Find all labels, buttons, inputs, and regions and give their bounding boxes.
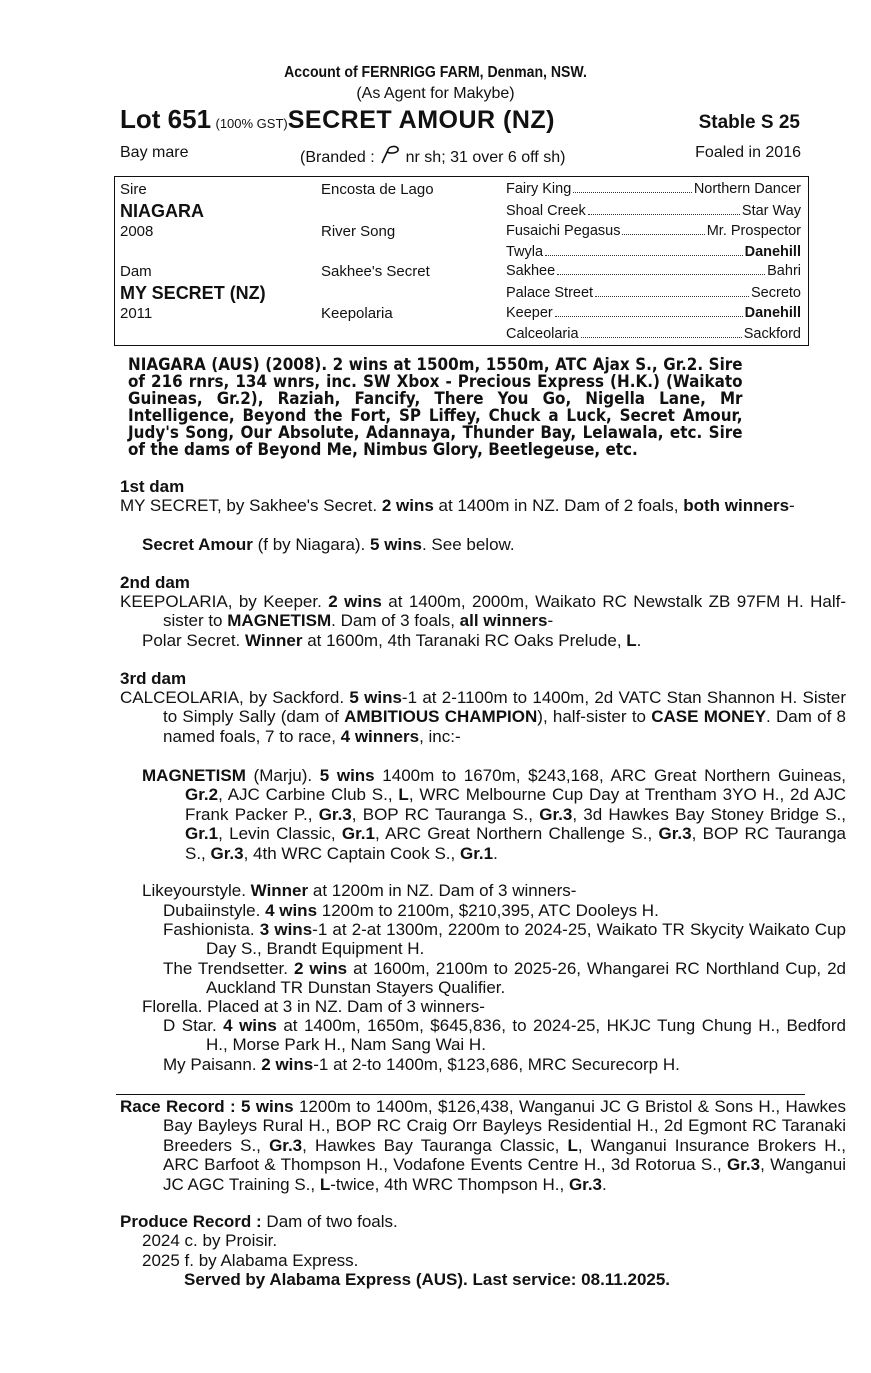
produce-entry: 2025 f. by Alabama Express. <box>142 1251 359 1270</box>
progeny-entry-magnetism: MAGNETISM (Marju). 5 wins 1400m to 1670m, $243,168, ARC Great Northern Guineas, Gr.2, AJC Carbine Club S., L, WRC Melbourne Cup Day at Trentham 3YO H., 2d AJC Frank Packer P., Gr.3, BOP RC Tauranga S., Gr.3, 3d Hawkes Bay Stoney Bridge S., Gr.1, Levin Classic, Gr.1, ARC Great Northern Challenge S., Gr.3, BOP RC Tauranga S., Gr.3, 4th WRC Captain Cook S., Gr.1. <box>142 766 846 863</box>
grand-progeny-entry: D Star. 4 wins at 1400m, 1650m, $645,836, to 2024-25, HKJC Tung Chung H., Bedford H., Morse Park H., Nam Sang Wai H. <box>163 1016 846 1055</box>
served-by: Served by Alabama Express (AUS). Last service: 08.11.2025. <box>184 1270 671 1289</box>
race-record: Race Record : 5 wins 1200m to 1400m, $126,438, Wanganui JC G Bristol & Sons H., Hawkes Bay Bayleys Rural H., BOP RC Craig Orr Bayleys Residential H., 2d Egmont RC Taranaki Breeders S., Gr.3, Hawkes Bay Tauranga Classic, L, Wanganui Insurance Brokers H., ARC Barfoot & Thompson H., Vodafone Events Centre H., 3d Rotorua S., Gr.3, Wanganui JC AGC Training S., L-twice, 4th WRC Thompson H., Gr.3. <box>120 1097 846 1194</box>
third-dam-heading: 3rd dam <box>120 669 187 688</box>
sire-label: Sire <box>120 181 147 198</box>
grand-progeny-entry: The Trendsetter. 2 wins at 1600m, 2100m to 2025-26, Whangarei RC Northland Cup, 2d Auckland TR Dunstan Stayers Qualifier. <box>163 959 846 998</box>
third-dam-text: CALCEOLARIA, by Sackford. 5 wins-1 at 2-1100m to 1400m, 2d VATC Stan Shannon H. Sister to Simply Sally (dam of AMBITIOUS CHAMPION), half-sister to CASE MONEY. Dam of 8 named foals, 7 to race, 4 winners, inc:- <box>120 688 846 746</box>
agent-line: (As Agent for Makybe) <box>356 85 515 102</box>
grandparent-row: Fairy King Northern Dancer <box>506 181 801 197</box>
second-dam-heading: 2nd dam <box>120 573 190 592</box>
foaled-year: Foaled in 2016 <box>695 144 801 161</box>
grand-progeny-entry: Fashionista. 3 wins-1 at 2-at 1300m, 2200m to 2024-25, Waikato TR Skycity Waikato Cup Day S., Brandt Equipment H. <box>163 920 846 959</box>
sire-name: NIAGARA <box>120 201 204 221</box>
grandparent-row: Palace Street Secreto <box>506 285 801 301</box>
dam-dam: Keepolaria <box>321 305 393 322</box>
grandparent-row: Sakhee Bahri <box>506 263 801 279</box>
dam-name: MY SECRET (NZ) <box>120 283 266 303</box>
pedigree-table <box>114 176 809 346</box>
first-dam-heading: 1st dam <box>120 477 185 496</box>
sex-colour: Bay mare <box>120 144 189 161</box>
grandparent-row: Keeper Danehill <box>506 305 801 321</box>
horse-name: SECRET AMOUR (NZ) <box>287 106 556 134</box>
grand-progeny-entry: My Paisann. 2 wins-1 at 2-to 1400m, $123,686, MRC Securecorp H. <box>163 1055 680 1074</box>
sire-summary: NIAGARA (AUS) (2008). 2 wins at 1500m, 1550m, ATC Ajax S., Gr.2. Sire of 216 rnrs, 134 wnrs, inc. SW Xbox - Precious Express (H.K.) (Waikato Guineas, Gr.2), Raziah, Fancify, There You Go, Nigella Lane, Mr Intelligence, Beyond the Fort, SP Liffey, Chuck a Luck, Secret Amour, Judy's Song, Our Absolute, Adannaya, Thunder Bay, Lelawala, etc. Sire of the dams of Beyond Me, Nimbus Glory, Beetlegeuse, etc. <box>128 355 743 459</box>
stable-number: Stable S 25 <box>698 112 800 133</box>
divider <box>116 1094 805 1095</box>
second-dam-text: KEEPOLARIA, by Keeper. 2 wins at 1400m, 2000m, Waikato RC Newstalk ZB 97FM H. Half-sister to MAGNETISM. Dam of 3 foals, all winners- <box>120 592 846 631</box>
grandparent-row: Twyla Danehill <box>506 244 801 260</box>
horse-details <box>120 144 801 166</box>
dam-label: Dam <box>120 263 152 280</box>
lot-line <box>120 104 810 138</box>
grandparent-row: Fusaichi Pegasus Mr. Prospector <box>506 223 801 239</box>
progeny-entry: Polar Secret. Winner at 1600m, 4th Taranaki RC Oaks Prelude, L. <box>142 631 642 650</box>
gst-note: (100% GST) <box>215 116 288 131</box>
vendor-account: Account of FERNRIGG FARM, Denman, NSW. <box>284 64 587 81</box>
produce-entry: 2024 c. by Proisir. <box>142 1231 278 1250</box>
brand-mark-icon <box>379 144 401 164</box>
sire-dam: River Song <box>321 223 396 240</box>
first-dam-text: MY SECRET, by Sakhee's Secret. 2 wins at 1400m in NZ. Dam of 2 foals, both winners- <box>120 496 795 515</box>
grandparent-row: Shoal Creek Star Way <box>506 203 801 219</box>
progeny-entry: Secret Amour (f by Niagara). 5 wins. See below. <box>142 535 515 554</box>
dam-year: 2011 <box>120 305 153 322</box>
grand-progeny-entry: Dubaiinstyle. 4 wins 1200m to 2100m, $210,395, ATC Dooleys H. <box>163 901 659 920</box>
progeny-entry: Likeyourstyle. Winner at 1200m in NZ. Dam of 3 winners- <box>142 881 577 900</box>
lot-number: Lot 651 <box>120 104 212 134</box>
sire-year: 2008 <box>120 223 154 240</box>
grandparent-row: Calceolaria Sackford <box>506 326 801 342</box>
brand-info: (Branded : nr sh; 31 over 6 off sh) <box>300 144 565 167</box>
progeny-entry: Florella. Placed at 3 in NZ. Dam of 3 winners- <box>142 997 485 1016</box>
dam-sire: Sakhee's Secret <box>321 263 430 280</box>
sire-sire: Encosta de Lago <box>321 181 434 198</box>
produce-record: Produce Record : Dam of two foals. <box>120 1212 398 1231</box>
